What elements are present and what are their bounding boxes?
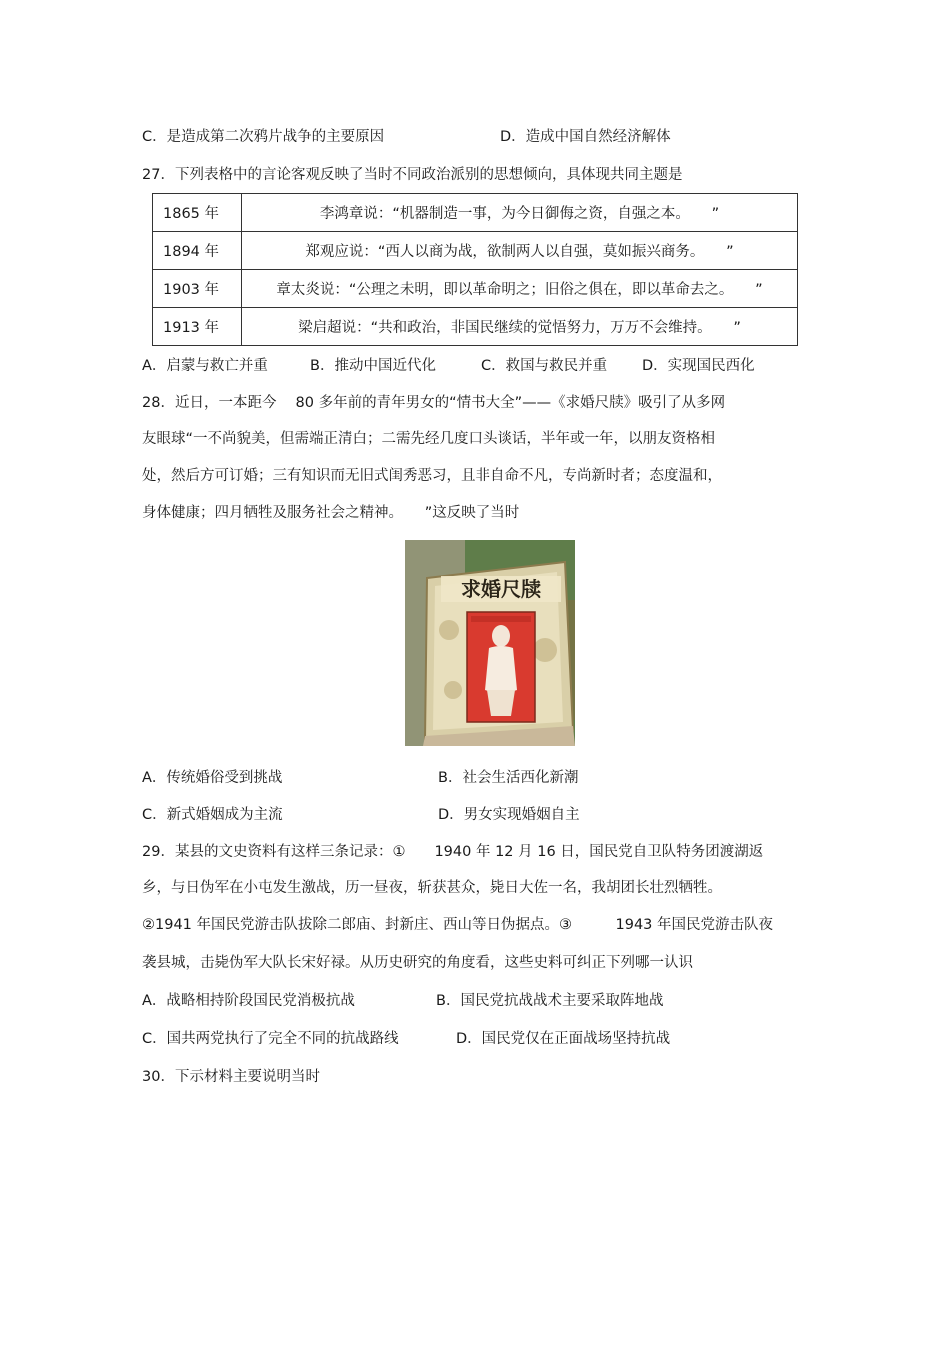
- q28-option-b: B．社会生活西化新潮: [438, 770, 579, 786]
- q28-line-1: 28．近日，一本距今 80 多年前的青年男女的“情书大全”——《求婚尺牍》吸引了从多网: [142, 395, 726, 411]
- q29-line-1: 29．某县的文史资料有这样三条记录：① 1940 年 12 月 16 日，国民党自卫队特务团渡湖返: [142, 844, 764, 860]
- table-cell-quote: 郑观应说：“西人以商为战，欲制两人以自强，莫如振兴商务。 ”: [242, 232, 798, 270]
- q27-quote-table: [152, 193, 798, 346]
- q29-option-c: C．国共两党执行了完全不同的抗战路线: [142, 1031, 399, 1047]
- q27-stem: 27．下列表格中的言论客观反映了当时不同政治派别的思想倾向，具体现共同主题是: [142, 167, 683, 183]
- table-row: [153, 194, 798, 232]
- table-cell-year: 1903 年: [153, 270, 242, 308]
- q28-option-c: C．新式婚姻成为主流: [142, 807, 283, 823]
- table-cell-quote: 李鸿章说：“机器制造一事，为今日御侮之资，自强之本。 ”: [242, 194, 798, 232]
- q28-option-d: D．男女实现婚姻自主: [438, 807, 580, 823]
- q28-line-4: 身体健康；四月牺牲及服务社会之精神。 ”这反映了当时: [142, 505, 520, 521]
- table-row: [153, 270, 798, 308]
- table-cell-quote: 章太炎说：“公理之未明，即以革命明之；旧俗之俱在，即以革命去之。 ”: [242, 270, 798, 308]
- q29-line-4: 袭县城，击毙伪军大队长宋好禄。从历史研究的角度看，这些史料可纠正下列哪一认识: [142, 955, 693, 971]
- table-row: [153, 308, 798, 346]
- q29-line-2: 乡，与日伪军在小屯发生激战，历一昼夜，斩获甚众，毙日大佐一名，我胡团长壮烈牺牲。: [142, 880, 722, 896]
- q29-option-b: B．国民党抗战战术主要采取阵地战: [436, 993, 664, 1009]
- book-title-text: 求婚尺牍: [461, 577, 541, 601]
- table-cell-year: 1865 年: [153, 194, 242, 232]
- q29-line-3: ②1941 年国民党游击队拔除二郎庙、封新庄、西山等日伪据点。③ 1943 年国民党游击队夜: [142, 917, 774, 933]
- q27-option-b: B．推动中国近代化: [310, 358, 436, 374]
- q30-stem: 30．下示材料主要说明当时: [142, 1069, 320, 1085]
- q26-option-c: C．是造成第二次鸦片战争的主要原因: [142, 129, 385, 145]
- q26-option-d: D．造成中国自然经济解体: [500, 129, 671, 145]
- book-cover-illustration: [405, 540, 575, 746]
- table-row: [153, 232, 798, 270]
- q28-option-a: A．传统婚俗受到挑战: [142, 770, 283, 786]
- book-cover-photo: [405, 540, 575, 746]
- table-cell-year: 1894 年: [153, 232, 242, 270]
- q29-option-d: D．国民党仅在正面战场坚持抗战: [456, 1031, 671, 1047]
- table-cell-year: 1913 年: [153, 308, 242, 346]
- table-cell-quote: 梁启超说：“共和政治，非国民继续的觉悟努力，万万不会维持。 ”: [242, 308, 798, 346]
- q28-line-3: 处，然后方可订婚；三有知识而无旧式闺秀恶习，且非自命不凡，专尚新时者；态度温和，: [142, 468, 722, 484]
- q27-option-a: A．启蒙与救亡并重: [142, 358, 268, 374]
- q27-option-d: D．实现国民西化: [642, 358, 755, 374]
- q27-option-c: C．救国与救民并重: [481, 358, 608, 374]
- q28-line-2: 友眼球“一不尚貌美，但需端正清白；二需先经几度口头谈话，半年或一年，以朋友资格相: [142, 431, 716, 447]
- q29-option-a: A．战略相持阶段国民党消极抗战: [142, 993, 355, 1009]
